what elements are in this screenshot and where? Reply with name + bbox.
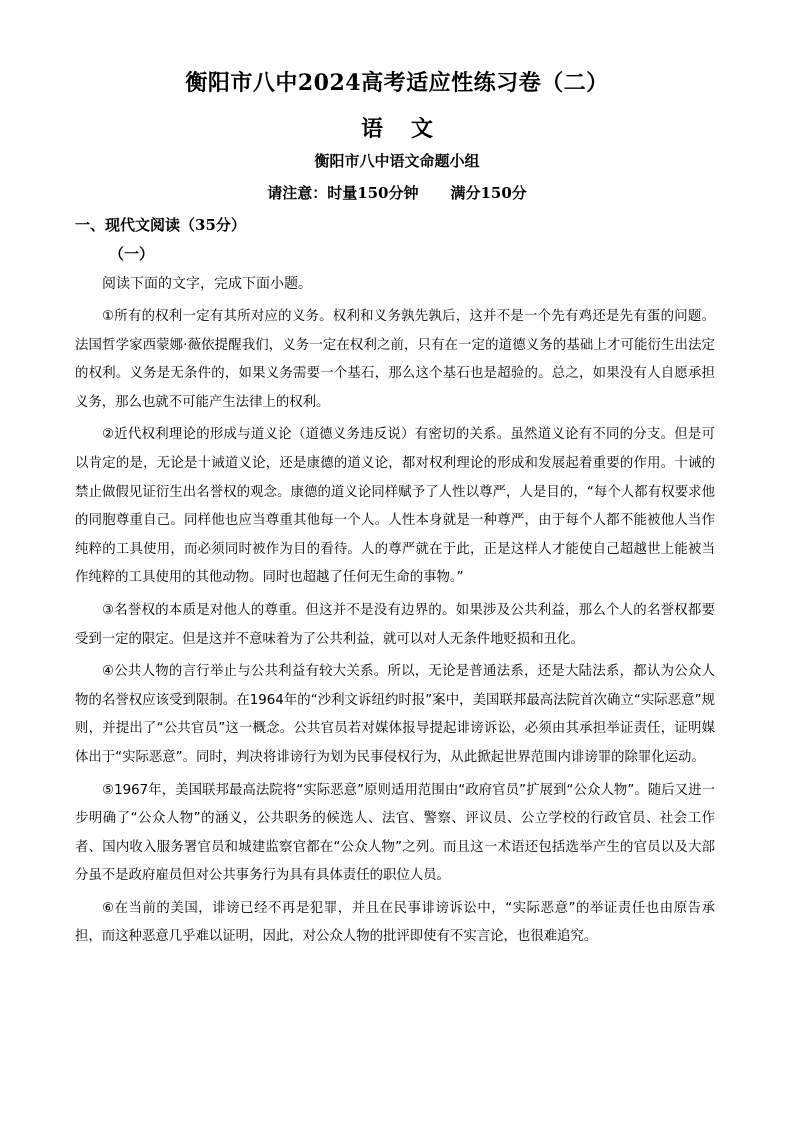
passage-paragraph-4: ④公共人物的言行举止与公共利益有较大关系。所以，无论是普通法系，还是大陆法系，都认为公众人物的名誉权应该受到限制。在1964年的“沙利文诉纽约时报”案中，美国联邦最高法院首次确立“实际恶意”规则，并提出了“公共官员”这一概念。公共官员若对媒体报导提起诽谤诉讼，必须由其承担举证责任，证明媒体出于“实际恶意”。同时，判决将诽谤行为划为民事侵权行为，从此掀起世界范围内诽谤罪的除罪化运动。 bbox=[75, 664, 715, 765]
passage-paragraph-2: ②近代权利理论的形成与道义论（道德义务违反说）有密切的关系。虽然道义论有不同的分支。但是可以肯定的是，无论是十诫道义论，还是康德的道义论，都对权利理论的形成和发展起着重要的作用。十诫的禁止做假见证衍生出名誉权的观念。康德的道义论同样赋予了人性以尊严，人是目的，“每个人都有权要求他的同胞尊重自己。同样他也应当尊重其他每一个人。人性本身就是一种尊严，由于每个人都不能被他人当作纯粹的工具使用，而必须同时被作为目的看待。人的尊严就在于此，正是这样人才能使自己超越世上能被当作纯粹的工具使用的其他动物。同时也超越了任何无生命的事物。” bbox=[75, 427, 715, 586]
reading-instruction: 阅读下面的文字，完成下面小题。 bbox=[102, 276, 312, 292]
passage-paragraph-5: ⑤1967年，美国联邦最高法院将“实际恶意”原则适用范围由“政府官员”扩展到“公众人物”。随后又进一步明确了“公众人物”的涵义，公共职务的候选人、法官、警察、评议员、公立学校的行政官员、社会工作者、国内收入服务署官员和城建监察官都在“公众人物”之列。而且这一术语还包括选举产生的官员以及大部分虽不是政府雇员但对公共事务行为具有具体责任的职位人员。 bbox=[75, 782, 715, 884]
subsection-heading: （一） bbox=[109, 245, 155, 263]
subject-title: 语文 bbox=[360, 116, 461, 142]
notice-score: 满分150分 bbox=[450, 184, 527, 202]
reading-passage bbox=[75, 303, 715, 956]
exam-title: 衡阳市八中2024高考适应性练习卷（二） bbox=[185, 70, 609, 96]
passage-paragraph-3: ③名誉权的本质是对他人的尊重。但这并不是没有边界的。如果涉及公共利益，那么个人的名誉权都要受到一定的限定。但是这并不意味着为了公共利益，就可以对人无条件地贬损和丑化。 bbox=[75, 602, 715, 647]
exam-notice bbox=[0, 182, 794, 203]
notice-time: 请注意：时量150分钟 bbox=[267, 184, 419, 202]
section-heading: 一、现代文阅读（35分） bbox=[75, 216, 246, 234]
passage-paragraph-6: ⑥在当前的美国，诽谤已经不再是犯罪，并且在民事诽谤诉讼中，“实际恶意”的举证责任也由原告承担，而这种恶意几乎难以证明，因此，对公众人物的批评即使有不实言论，也很难追究。 bbox=[75, 900, 715, 945]
passage-paragraph-1: ①所有的权利一定有其所对应的义务。权利和义务孰先孰后，这并不是一个先有鸡还是先有蛋的问题。法国哲学家西蒙娜·薇依提醒我们，义务一定在权利之前，只有在一定的道德义务的基础上才可能衍生出法定的权利。义务是无条件的，如果义务需要一个基石，那么这个基石也是超验的。总之，如果没有人自愿承担义务，那么也就不可能产生法律上的权利。 bbox=[75, 309, 715, 410]
committee-line: 衡阳市八中语文命题小组 bbox=[314, 152, 480, 170]
